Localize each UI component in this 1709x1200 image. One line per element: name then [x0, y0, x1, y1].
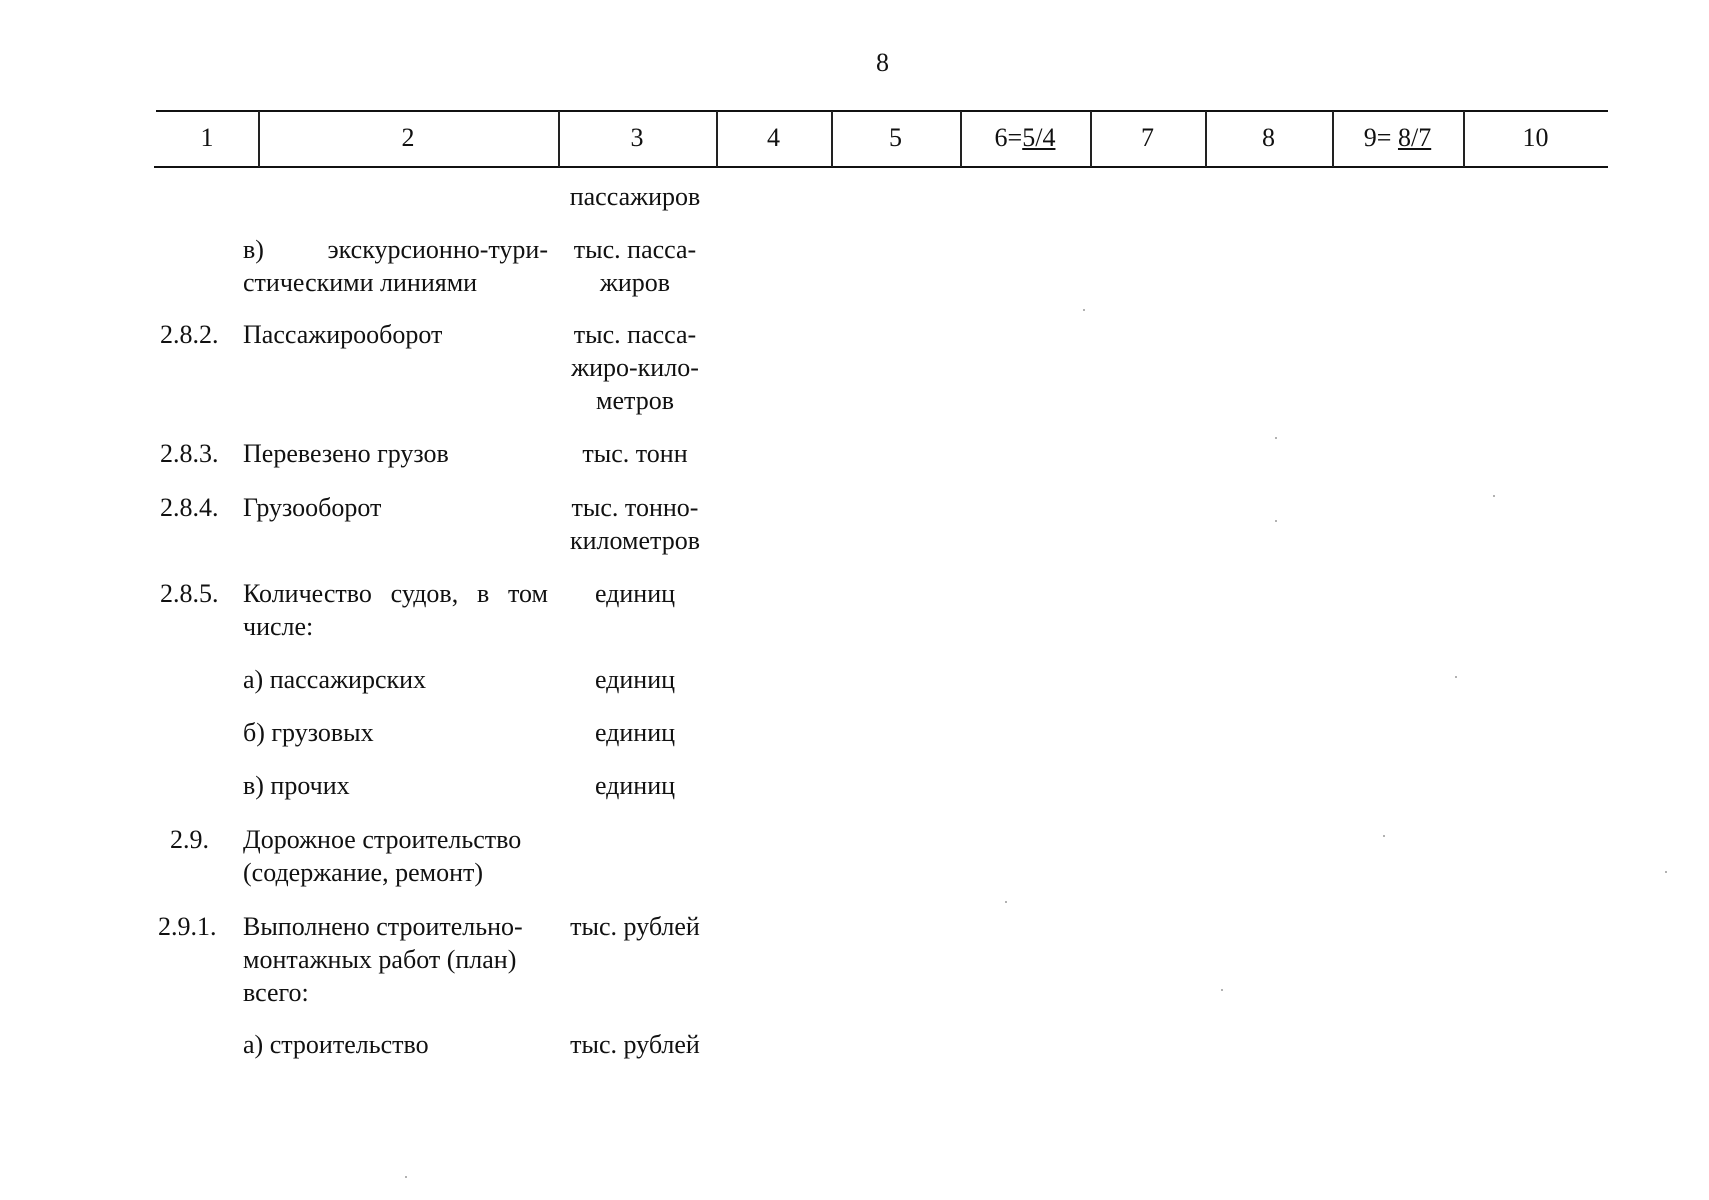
row-number: 2.8.4.	[160, 493, 219, 522]
row-description: а) строительство	[243, 1030, 429, 1059]
row-number: 2.8.3.	[160, 439, 219, 468]
column-header-6: 6=5/4	[994, 123, 1056, 152]
row-description: Выполнено строительно- монтажных работ (план) всего:	[243, 912, 523, 1007]
row-description: Перевезено грузов	[243, 439, 449, 468]
row-unit: пассажиров	[569, 182, 701, 211]
scan-speck	[1455, 676, 1457, 678]
scan-speck	[1275, 437, 1277, 439]
row-number: 2.8.5.	[160, 579, 219, 608]
column-header-8: 8	[1262, 123, 1275, 152]
row-unit: тыс. тонно- километров	[570, 493, 700, 555]
scan-speck	[1665, 871, 1667, 873]
header-bottom-rule	[154, 166, 1608, 168]
scan-speck	[1275, 520, 1277, 522]
column-header-7: 7	[1141, 123, 1154, 152]
row-description: в) экскурсионно-тури- стическими линиями	[243, 235, 548, 297]
page-number: 8	[876, 48, 889, 77]
scan-speck	[1383, 835, 1385, 837]
column-header-3: 3	[630, 123, 644, 152]
column-header-2: 2	[401, 123, 415, 152]
row-description: Количество судов, в том числе:	[243, 579, 548, 641]
column-header-5: 5	[889, 123, 902, 152]
row-unit: тыс. тонн	[582, 439, 688, 468]
row-unit: тыс. рублей	[570, 912, 700, 941]
row-unit: тыс. пасса- жиро-кило- метров	[571, 320, 699, 415]
row-unit: единиц	[594, 771, 676, 800]
column-header-1: 1	[200, 123, 214, 152]
header-top-rule	[156, 110, 1608, 112]
scan-speck	[1221, 989, 1223, 991]
row-description: Пассажирооборот	[243, 320, 443, 349]
column-header-9: 9= 8/7	[1363, 123, 1432, 152]
row-number: 2.9.	[170, 825, 209, 854]
row-description: Грузооборот	[243, 493, 382, 522]
column-header-10: 10	[1522, 123, 1549, 152]
scan-speck	[1493, 495, 1495, 497]
row-unit: тыс. пасса- жиров	[573, 235, 697, 297]
scan-speck	[405, 1176, 407, 1178]
row-description: в) прочих	[243, 771, 350, 800]
row-unit: единиц	[594, 665, 676, 694]
row-unit: единиц	[594, 718, 676, 747]
scan-speck	[1005, 901, 1007, 903]
column-header-4: 4	[767, 123, 780, 152]
scan-speck	[1083, 309, 1085, 311]
row-description: Дорожное строительство (содержание, ремонт)	[243, 825, 522, 887]
row-description: а) пассажирских	[243, 665, 427, 694]
row-unit: единиц	[594, 579, 676, 608]
row-unit: тыс. рублей	[570, 1030, 700, 1059]
row-description: б) грузовых	[243, 718, 374, 747]
row-number: 2.8.2.	[160, 320, 219, 349]
row-number: 2.9.1.	[158, 912, 217, 941]
